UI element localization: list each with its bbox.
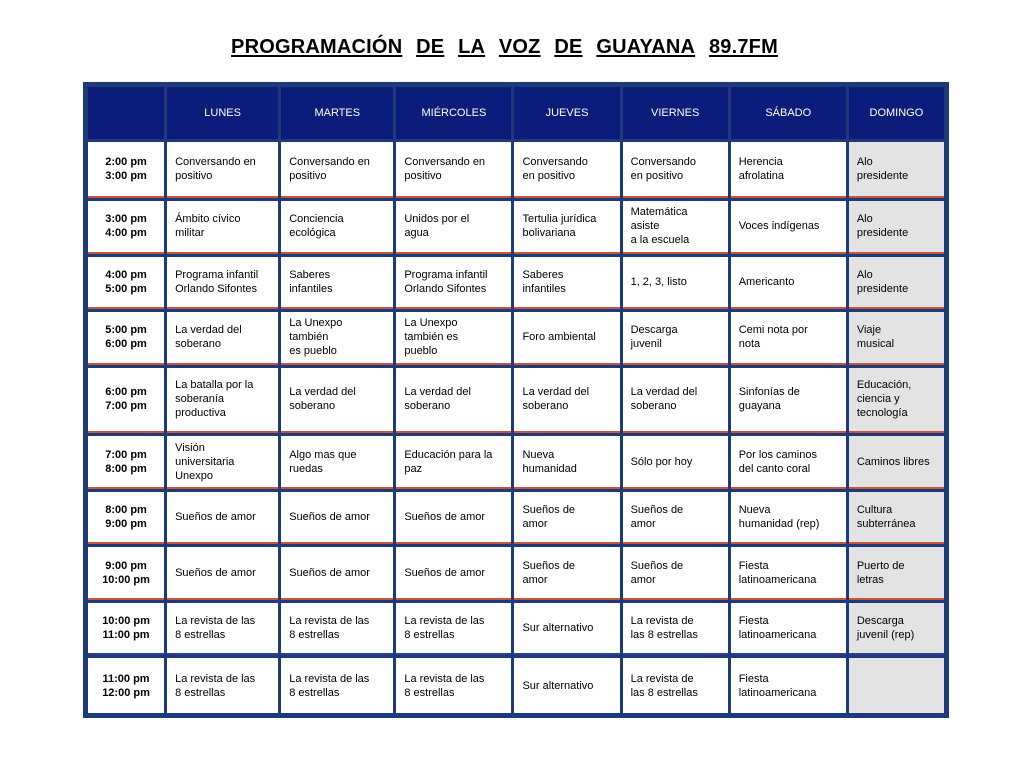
program-cell: Conversando en positivo bbox=[167, 142, 278, 198]
day-header-jueves: JUEVES bbox=[514, 87, 619, 139]
program-cell: Saberes infantiles bbox=[281, 257, 393, 309]
program-cell: Saberes infantiles bbox=[514, 257, 619, 309]
program-cell: Americanto bbox=[731, 257, 846, 309]
table-row bbox=[88, 603, 944, 655]
program-cell: Fiesta latinoamericana bbox=[731, 547, 846, 599]
header-row bbox=[88, 87, 944, 139]
program-cell: Programa infantil Orlando Sifontes bbox=[396, 257, 511, 309]
program-cell: Sueños de amor bbox=[281, 492, 393, 544]
program-cell: Sueños de amor bbox=[396, 547, 511, 599]
program-cell: La revista de las 8 estrellas bbox=[167, 658, 278, 713]
time-slot: 3:00 pm 4:00 pm bbox=[88, 201, 164, 253]
program-cell: Educación para la paz bbox=[396, 436, 511, 488]
program-cell: Cultura subterránea bbox=[849, 492, 944, 544]
title-word: GUAYANA bbox=[596, 36, 696, 58]
time-slot: 5:00 pm 6:00 pm bbox=[88, 312, 164, 364]
program-cell: Caminos libres bbox=[849, 436, 944, 488]
program-cell: La verdad del soberano bbox=[514, 368, 619, 434]
program-cell: Sueños de amor bbox=[514, 547, 619, 599]
program-cell: La revista de las 8 estrellas bbox=[396, 603, 511, 655]
day-header-domingo: DOMINGO bbox=[849, 87, 944, 139]
time-slot: 8:00 pm 9:00 pm bbox=[88, 492, 164, 544]
program-cell: La verdad del soberano bbox=[623, 368, 728, 434]
program-cell: La Unexpo también es pueblo bbox=[281, 312, 393, 364]
table-row bbox=[88, 436, 944, 488]
program-cell: Sueños de amor bbox=[514, 492, 619, 544]
program-cell: La Unexpo también es pueblo bbox=[396, 312, 511, 364]
program-cell: Sur alternativo bbox=[514, 658, 619, 713]
program-cell: Algo mas que ruedas bbox=[281, 436, 393, 488]
program-cell: Alo presidente bbox=[849, 142, 944, 198]
page-title bbox=[0, 36, 1009, 59]
program-cell: La revista de las 8 estrellas bbox=[396, 658, 511, 713]
program-cell: Fiesta latinoamericana bbox=[731, 658, 846, 713]
time-slot: 9:00 pm 10:00 pm bbox=[88, 547, 164, 599]
program-cell: Conversando en positivo bbox=[623, 142, 728, 198]
program-cell: Descarga juvenil bbox=[623, 312, 728, 364]
table-row bbox=[88, 368, 944, 434]
time-slot: 10:00 pm 11:00 pm bbox=[88, 603, 164, 655]
title-word: LA bbox=[458, 36, 486, 58]
program-cell: Conversando en positivo bbox=[396, 142, 511, 198]
program-cell: 1, 2, 3, listo bbox=[623, 257, 728, 309]
program-cell: La verdad del soberano bbox=[167, 312, 278, 364]
program-cell: Programa infantil Orlando Sifontes bbox=[167, 257, 278, 309]
program-cell: Educación, ciencia y tecnología bbox=[849, 368, 944, 434]
program-cell: Matemática asiste a la escuela bbox=[623, 201, 728, 253]
program-cell: Sueños de amor bbox=[281, 547, 393, 599]
program-cell: Nueva humanidad (rep) bbox=[731, 492, 846, 544]
program-cell bbox=[849, 658, 944, 713]
day-header-martes: MARTES bbox=[281, 87, 393, 139]
program-cell: Alo presidente bbox=[849, 201, 944, 253]
title-word: 89.7FM bbox=[708, 36, 778, 58]
program-cell: Sueños de amor bbox=[167, 492, 278, 544]
program-cell: La batalla por la soberanía productiva bbox=[167, 368, 278, 434]
table-row bbox=[88, 142, 944, 198]
program-cell: La revista de las 8 estrellas bbox=[281, 658, 393, 713]
program-cell: Voces indígenas bbox=[731, 201, 846, 253]
table-row bbox=[88, 201, 944, 253]
program-cell: La revista de las 8 estrellas bbox=[623, 658, 728, 713]
day-header-viernes: VIERNES bbox=[623, 87, 728, 139]
header-corner bbox=[88, 87, 164, 139]
program-cell: Nueva humanidad bbox=[514, 436, 619, 488]
program-cell: Alo presidente bbox=[849, 257, 944, 309]
day-header-miercoles: MIÉRCOLES bbox=[396, 87, 511, 139]
program-cell: Ámbito cívico militar bbox=[167, 201, 278, 253]
program-cell: Sueños de amor bbox=[623, 492, 728, 544]
program-cell: Conversando en positivo bbox=[281, 142, 393, 198]
program-cell: Sólo por hoy bbox=[623, 436, 728, 488]
program-cell: La verdad del soberano bbox=[396, 368, 511, 434]
program-cell: Conversando en positivo bbox=[514, 142, 619, 198]
schedule-table bbox=[85, 84, 947, 716]
time-slot: 11:00 pm 12:00 pm bbox=[88, 658, 164, 713]
program-cell: Cemi nota por nota bbox=[731, 312, 846, 364]
program-cell: Herencia afrolatina bbox=[731, 142, 846, 198]
program-cell: La revista de las 8 estrellas bbox=[167, 603, 278, 655]
program-cell: Fiesta latinoamericana bbox=[731, 603, 846, 655]
program-cell: Sur alternativo bbox=[514, 603, 619, 655]
title-word: DE bbox=[416, 36, 445, 58]
title-word: DE bbox=[554, 36, 583, 58]
table-row bbox=[88, 658, 944, 713]
program-cell: Por los caminos del canto coral bbox=[731, 436, 846, 488]
program-cell: Sinfonías de guayana bbox=[731, 368, 846, 434]
table-row bbox=[88, 312, 944, 364]
title-word: VOZ bbox=[498, 36, 541, 58]
table-row bbox=[88, 492, 944, 544]
program-cell: Sueños de amor bbox=[623, 547, 728, 599]
program-cell: Foro ambiental bbox=[514, 312, 619, 364]
time-slot: 2:00 pm 3:00 pm bbox=[88, 142, 164, 198]
program-cell: La revista de las 8 estrellas bbox=[623, 603, 728, 655]
time-slot: 4:00 pm 5:00 pm bbox=[88, 257, 164, 309]
time-slot: 6:00 pm 7:00 pm bbox=[88, 368, 164, 434]
program-cell: La revista de las 8 estrellas bbox=[281, 603, 393, 655]
program-cell: Tertulia jurídica bolivariana bbox=[514, 201, 619, 253]
program-cell: Viaje musical bbox=[849, 312, 944, 364]
program-cell: Sueños de amor bbox=[167, 547, 278, 599]
program-cell: Conciencia ecológica bbox=[281, 201, 393, 253]
day-header-sabado: SÁBADO bbox=[731, 87, 846, 139]
program-cell: Puerto de letras bbox=[849, 547, 944, 599]
program-cell: Sueños de amor bbox=[396, 492, 511, 544]
program-cell: Descarga juvenil (rep) bbox=[849, 603, 944, 655]
program-cell: Unidos por el agua bbox=[396, 201, 511, 253]
time-slot: 7:00 pm 8:00 pm bbox=[88, 436, 164, 488]
table-row bbox=[88, 547, 944, 599]
program-cell: Visión universitaria Unexpo bbox=[167, 436, 278, 488]
title-word: PROGRAMACIÓN bbox=[231, 36, 403, 58]
program-cell: La verdad del soberano bbox=[281, 368, 393, 434]
day-header-lunes: LUNES bbox=[167, 87, 278, 139]
table-row bbox=[88, 257, 944, 309]
